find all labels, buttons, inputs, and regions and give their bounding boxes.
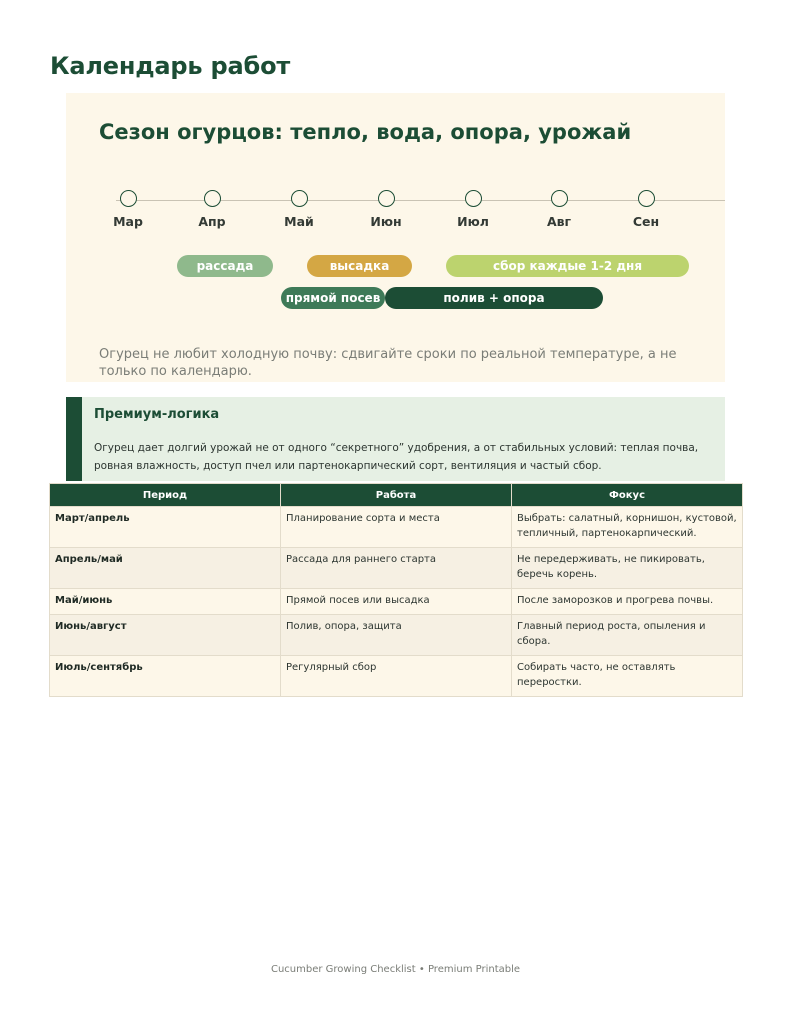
month-dot-icon [120, 190, 137, 207]
month-label: Апр [198, 214, 226, 229]
phase-bar-direct-sowing: прямой посев [281, 287, 385, 309]
premium-logic-callout [66, 397, 725, 481]
month-marker [529, 190, 589, 229]
cell-focus: Не передерживать, не пикировать, беречь корень. [512, 548, 743, 589]
month-marker [98, 190, 158, 229]
month-label: Июн [370, 214, 402, 229]
cell-focus: Главный период роста, опыления и сбора. [512, 615, 743, 656]
month-marker [443, 190, 503, 229]
month-label: Май [284, 214, 314, 229]
month-label: Июл [457, 214, 489, 229]
cell-focus: Выбрать: салатный, корнишон, кустовой, тепличный, партенокарпический. [512, 507, 743, 548]
month-marker [356, 190, 416, 229]
table-row [50, 548, 743, 589]
month-dot-icon [465, 190, 482, 207]
work-schedule-table [49, 483, 743, 697]
season-card [66, 93, 725, 382]
cell-work: Прямой посев или высадка [281, 589, 512, 615]
table-row [50, 589, 743, 615]
column-header-work: Работа [281, 484, 512, 507]
cell-focus: Собирать часто, не оставлять переростки. [512, 656, 743, 697]
month-dot-icon [551, 190, 568, 207]
callout-accent-bar [66, 397, 82, 481]
cell-work: Планирование сорта и места [281, 507, 512, 548]
phase-bar-seedlings: рассада [177, 255, 273, 277]
cell-period: Июнь/август [50, 615, 281, 656]
phase-bar-transplant: высадка [307, 255, 412, 277]
month-marker [269, 190, 329, 229]
page-footer: Cucumber Growing Checklist • Premium Printable [270, 964, 521, 975]
cell-focus: После заморозков и прогрева почвы. [512, 589, 743, 615]
table-row [50, 507, 743, 548]
month-dot-icon [638, 190, 655, 207]
month-label: Авг [546, 214, 572, 229]
cell-period: Июль/сентябрь [50, 656, 281, 697]
table-row [50, 615, 743, 656]
month-dot-icon [378, 190, 395, 207]
month-dot-icon [204, 190, 221, 207]
callout-title: Премиум-логика [94, 407, 220, 422]
cell-period: Май/июнь [50, 589, 281, 615]
cell-period: Март/апрель [50, 507, 281, 548]
month-label: Сен [632, 214, 660, 229]
season-title: Сезон огурцов: тепло, вода, опора, урожай [99, 120, 632, 144]
column-header-period: Период [50, 484, 281, 507]
cell-period: Апрель/май [50, 548, 281, 589]
cell-work: Регулярный сбор [281, 656, 512, 697]
callout-text: Огурец дает долгий урожай не от одного “секретного” удобрения, а от стабильных условий: теплая почва, ровная влажность, доступ пчел или партенокарпический сорт, вентиляция и частый сбор. [94, 442, 699, 472]
month-label: Мар [113, 214, 143, 229]
cell-work: Рассада для раннего старта [281, 548, 512, 589]
season-note: Огурец не любит холодную почву: сдвигайте сроки по реальной температуре, а не только по календарю. [99, 347, 677, 379]
month-dot-icon [291, 190, 308, 207]
column-header-focus: Фокус [512, 484, 743, 507]
month-marker [182, 190, 242, 229]
page-title: Календарь работ [50, 52, 291, 80]
phase-bar-watering-support: полив + опора [385, 287, 603, 309]
cell-work: Полив, опора, защита [281, 615, 512, 656]
table-header-row [50, 484, 743, 507]
phase-bar-harvest: сбор каждые 1-2 дня [446, 255, 689, 277]
month-marker [616, 190, 676, 229]
table-row [50, 656, 743, 697]
